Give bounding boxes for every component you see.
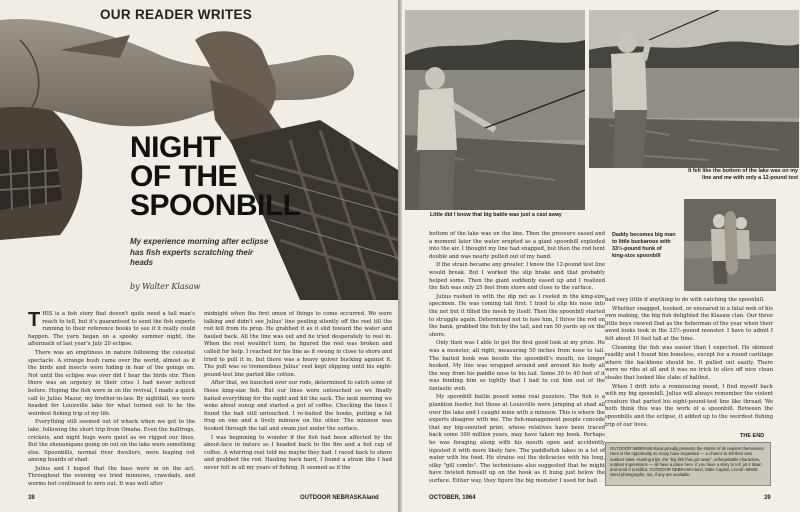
photo-reeling: [589, 10, 799, 168]
page-number: 38: [28, 495, 35, 501]
article-column-3: [429, 231, 605, 495]
paragraph: If the strain became any greater, I knew the 12-pound test line would break. But I worked the slip brake and that probably helped some. Then the giant suddenly eased up and I realized the fish was only 25 feet from shore and close to the surface.: [429, 262, 605, 292]
article-column-2: [204, 311, 392, 493]
article-title: [130, 133, 301, 220]
title-line: NIGHT: [130, 131, 221, 164]
byline: by Walter Klasaw: [130, 282, 201, 291]
paragraph: bottom of the lake was on the line. Then the pressure eased and a moment later the water erupted as a giant spoonbill exploded into the air. I thought my line had snapped, but then the rod bent double and was nearly pulled out of my hand.: [429, 231, 605, 260]
reader-promo-box: OUTDOOR NEBRASKAland proudly presents the stories of its readers themselves. Here is the opportunity so many have requested — a chance to tell their own outdoor tales. Hunting trips, the "big fish that got away", unforgettable characters, outdoor impressions — all have a place here. If you have a story to tell, jot it down and send it to Editor, OUTDOOR NEBRASKAland, State Capitol, Lincoln 68509. Send photographs, too, if any are available.: [605, 442, 771, 486]
paragraph: THIS is a fish story that doesn't quite need a tall man's reach to tell, but it's guaranteed to send the fish experts running to their reference books to see if it really could happen. The yarn began on a spooky summer night, the aftermath of last year's July 20 eclipse.: [28, 311, 195, 348]
left-page: [0, 0, 398, 512]
page-number: 39: [764, 495, 771, 501]
paragraph: Julius rushed in with the dip net as I reeled in the king-size specimen. He was coming tail first. I tried to slip his nose into the net but it filled the mesh by itself. Then the spoonbill started to struggle again. Determined not to lose him, I threw the rod on the bank, grabbed the fish by the tail, and ran 50 yards up on the shore.: [429, 293, 605, 338]
paragraph: I was beginning to wonder if the fish had been affected by the about-face in nature as I headed back to the fire and a hot cup of coffee. A whirring reel told me maybe they had. I raced back to shore and grabbed the rod. Hauling back hard, I found a strain like I had never felt in all my years of fishing. It seemed as if the: [204, 434, 392, 471]
title-line: SPOONBILL: [130, 189, 301, 222]
magazine-name: OUTDOOR NEBRASKAland: [300, 495, 379, 501]
drop-cap: T: [28, 311, 41, 331]
paragraph: My spoonbill battle posed some real puzzlers. The fish is a plankton feeder, but those at Louisville were jumping at shad all over the lake and I caught mine with a minnow. This is where the experts disagree with me. The fish-management people concede that my big-snouted prize, whose relatives have been traced back some 300 million years, may have taken my hook. Perhaps he was foraging along with his mouth open and accidently injested it with more likely fare. The paddlefish takes in a lot of water with his food. He strains out the delicacies with his long, silky "gill combs". The technicians also suggested that he might have twisted himself up on the hook as it hung just below the surface. Either way, they figure the big monster I used for bait: [429, 394, 605, 484]
paragraph: midnight when the first omen of things to come occurred. We were talking and didn't see Julius' line peeling silently off the reel till the rod fell from its prop. He grabbed it as it slid toward the water and hauled back. All the line was out and he tried desperately to reel in. When the reel wouldn't turn, he figured the reel was broken and called for help. I reached for his line as it swung in close to shore and tried to pull it in, but there was a heavy quiver bucking against it. The pull was so tremendous Julius' reel kept slipping until his eight-pound-test line parted like cotton.: [204, 311, 392, 378]
paragraph: Whether snagged, hooked, or ensnared in a fatal web of his own making, the big fish delighted the Klasaw clan. Our three little boys viewed Dad as the fisherman of the year when their awed looks took in the 33½-pound monster. I have to admit I felt about 10 feet tall at the time.: [605, 305, 773, 342]
paragraph: Cleaning the fish was easier than I expected. He skinned readily and I found him boneless, except for a round cartilage where the backbone should be. It pulled out easily. There were no ribs at all and it was no trick to slice off nice clean steaks that looked like slabs of halibut.: [605, 344, 773, 381]
photo-shore-cast: [405, 10, 585, 210]
section-header: OUR READER WRITES: [100, 7, 253, 22]
spoonbill-fish: [0, 19, 354, 126]
paragraph: Everything still seemed out of whack when we got to the lake, following the short trip from Omaha. Even the bullfrogs, crickets, and night bugs were quiet as we rigged our lines. But the shenanigans going on out on the lake were something else. Spoonbills, normal river dwellers, were leaping out among hoards of shad.: [28, 419, 195, 464]
title-line: OF THE: [130, 160, 237, 193]
issue-date: OCTOBER, 1964: [429, 495, 476, 501]
end-mark: THE END: [740, 433, 765, 439]
article-column-4: [605, 297, 773, 437]
paragraph: Only then was I able to get the first good look at my prize. He was a monster, all right, measuring 50 inches from nose to tail. The baited hook was beside the spoonbill's mouth, no longer hooked. My line was wrapped around and around his body all the way from his paddle nose to his tail. Some 30 to 40 feet of it was binding him so tightly that I had to cut him out of the fantastic web.: [429, 340, 605, 392]
article-column-1: [28, 311, 195, 493]
photo-caption: Daddy becomes big man to little buckaroos with 33½-pound hunk of king-size spoonbill: [612, 232, 676, 259]
photo-caption: Little did I know that big battle was just a cast away: [430, 212, 562, 218]
paragraph: had very little if anything to do with catching the spoonbill.: [605, 297, 765, 303]
paragraph: When I drift into a reminiscing mood, I find myself back with my big spoonbill. Julius will always remember the violent creature that parted his eight-pound-test line like thread. We both think this was the work of a spoonbill. Between the spoonbills and the eclipse, it added up to the weirdest fishing trip of our lives.: [605, 383, 773, 428]
article-subtitle: My experience morning after eclipse has fish experts scratching their heads: [130, 237, 269, 267]
paragraph: Julius and I hoped that the bass were in on the act. Throughout the evening we tried minnows, crawdads, and worms but continued to zero out. It was well after: [28, 465, 195, 488]
photo-caption: It felt like the bottom of the lake was on my line and me with only a 12-pound test: [688, 168, 798, 181]
photo-boys-with-fish: [684, 199, 776, 291]
paragraph: There was an emptiness in nature following the celestial spectacle. A strange hush came over the world, almost as if the birds and insects were hiding in fear of the goings on. Not until the eclipse was over did I hear the birds stir. Then there was an urgency in their cries I had never noticed before. Hoping the fish were in on the revival, I made a quick call to Julius Mazur, my brother-in-law. By nightfall, we were headed for Louisville lake for what turned out to be the weirdest fishing trip of my life.: [28, 349, 195, 417]
paragraph: After that, we hunched over our rods, determined to catch some of those king-size fish. But our lines were untouched so we finally baited everything for the night and hit the sack. The next morning we woke about sunup and started a pot of coffee. Checking the lines I found the bait still untouched. I re-baited the hooks, putting a fat frog on one and a lively minnow on the other. The minnow was hooked through the tail and swam just under the surface.: [204, 380, 392, 432]
